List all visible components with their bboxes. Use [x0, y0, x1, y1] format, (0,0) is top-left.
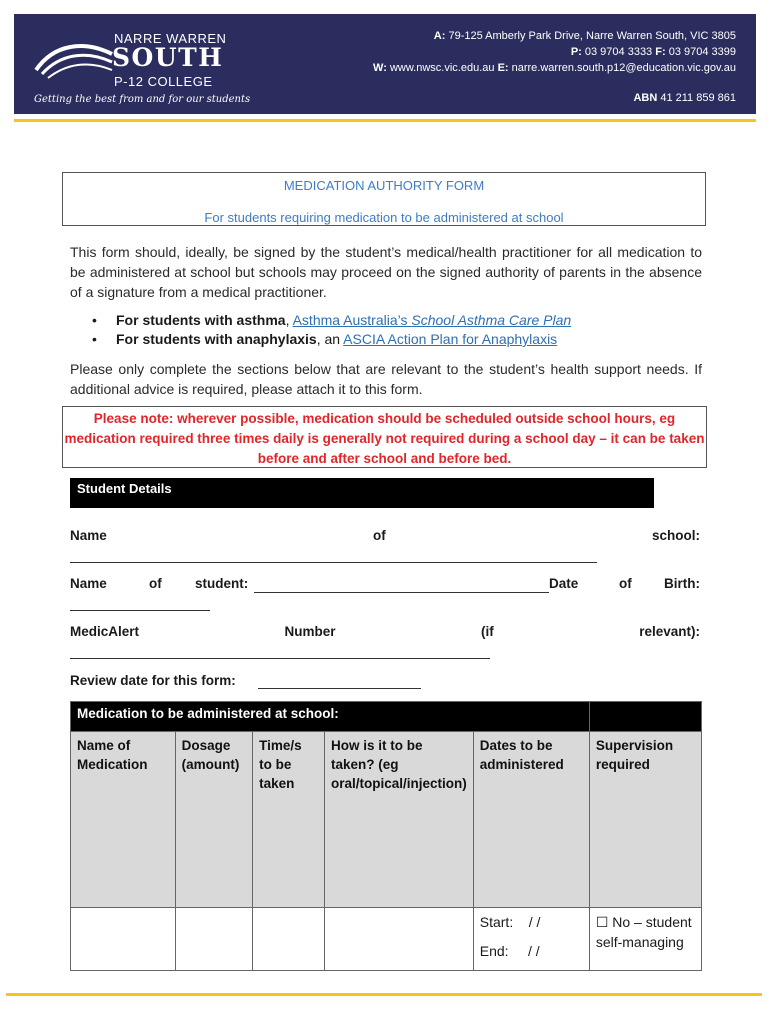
form-title: MEDICATION AUTHORITY FORM — [283, 178, 485, 193]
swoosh-icon — [34, 34, 114, 90]
col-dosage: Dosage (amount) — [175, 732, 252, 908]
table-row — [71, 908, 702, 971]
col-method: How is it to be taken? (eg oral/topical/injection) — [324, 732, 473, 908]
phone-line: P: 03 9704 3333 F: 03 9704 3399 — [570, 46, 736, 58]
footer-accent-line — [6, 993, 762, 996]
method-cell[interactable] — [324, 908, 473, 971]
dates-cell[interactable] — [473, 908, 589, 971]
contact-block — [373, 28, 736, 106]
end-date: End: / / — [479, 943, 540, 959]
web-line: W: www.nwsc.vic.edu.au E: narre.warren.south.p12@education.vic.gov.au — [373, 62, 736, 74]
address-line: A: 79-125 Amberly Park Drive, Narre Warren South, VIC 3805 — [433, 30, 736, 42]
plan-list — [92, 311, 571, 349]
form-subtitle: For students requiring medication to be administered at school — [204, 210, 564, 225]
list-item: • For students with asthma, Asthma Australia’s School Asthma Care Plan — [92, 311, 571, 330]
medicalert-line[interactable] — [70, 658, 490, 659]
logo-line-3: P-12 COLLEGE — [114, 74, 213, 89]
school-logo — [34, 30, 251, 110]
letterhead-banner — [14, 14, 756, 114]
self-managing-checkbox[interactable]: ☐ — [595, 914, 609, 930]
school-name-field: Name of school: — [70, 528, 700, 543]
col-supervision: Supervision required — [589, 732, 701, 908]
anaphylaxis-plan-link[interactable]: ASCIA Action Plan for Anaphylaxis — [343, 331, 558, 347]
col-dates: Dates to be administered — [473, 732, 589, 908]
col-medication-name: Name of Medication — [71, 732, 176, 908]
logo-line-2: SOUTH — [112, 43, 224, 72]
logo-tagline: Getting the best from and for our students — [34, 94, 251, 105]
student-name-line[interactable] — [254, 592, 549, 593]
student-details-heading: Student Details — [70, 478, 654, 508]
asthma-plan-link[interactable]: Asthma Australia’s School Asthma Care Plan — [292, 312, 572, 328]
date-of-birth-line[interactable] — [70, 610, 210, 611]
intro-paragraph: This form should, ideally, be signed by the student’s medical/health practitioner for all medication to be administered at school but schools may proceed on the signed authority of parents in the absence of a signature from a medical practitioner. — [70, 244, 702, 300]
email-link[interactable]: narre.warren.south.p12@education.vic.gov.au — [511, 62, 736, 74]
instruction-paragraph: Please only complete the sections below that are relevant to the student’s health support needs. If additional advice is required, please attach it to this form. — [70, 361, 702, 397]
self-managing-label: No – student self-managing — [595, 914, 692, 950]
medicalert-field: MedicAlert Number (if relevant): — [70, 624, 700, 639]
supervision-cell — [589, 908, 701, 971]
times-cell[interactable] — [253, 908, 325, 971]
review-date-line[interactable] — [258, 688, 421, 689]
medication-heading: Medication to be administered at school: — [71, 702, 590, 732]
review-date-field — [70, 673, 700, 688]
form-title-box — [62, 172, 706, 226]
col-times: Time/s to be taken — [253, 732, 325, 908]
medication-name-cell[interactable] — [71, 908, 176, 971]
list-item: • For students with anaphylaxis, an ASCIA Action Plan for Anaphylaxis — [92, 330, 571, 349]
school-name-line[interactable] — [70, 562, 597, 563]
website-link[interactable]: www.nwsc.vic.edu.au — [389, 62, 495, 74]
review-date-label: Review date for this form: — [70, 673, 236, 688]
abn-line: ABN 41 211 859 861 — [633, 92, 736, 104]
start-date: Start: / / — [479, 914, 541, 930]
logo-line-1: NARRE WARREN — [114, 31, 227, 46]
medication-table — [70, 701, 702, 971]
dosage-cell[interactable] — [175, 908, 252, 971]
medication-heading-blank — [589, 702, 701, 732]
scheduling-note: Please note: wherever possible, medication should be scheduled outside school hours, eg medication required three times daily is generally not required during a school day – it can be taken before and after school and before bed. — [62, 406, 707, 468]
header-accent-line — [14, 119, 756, 122]
